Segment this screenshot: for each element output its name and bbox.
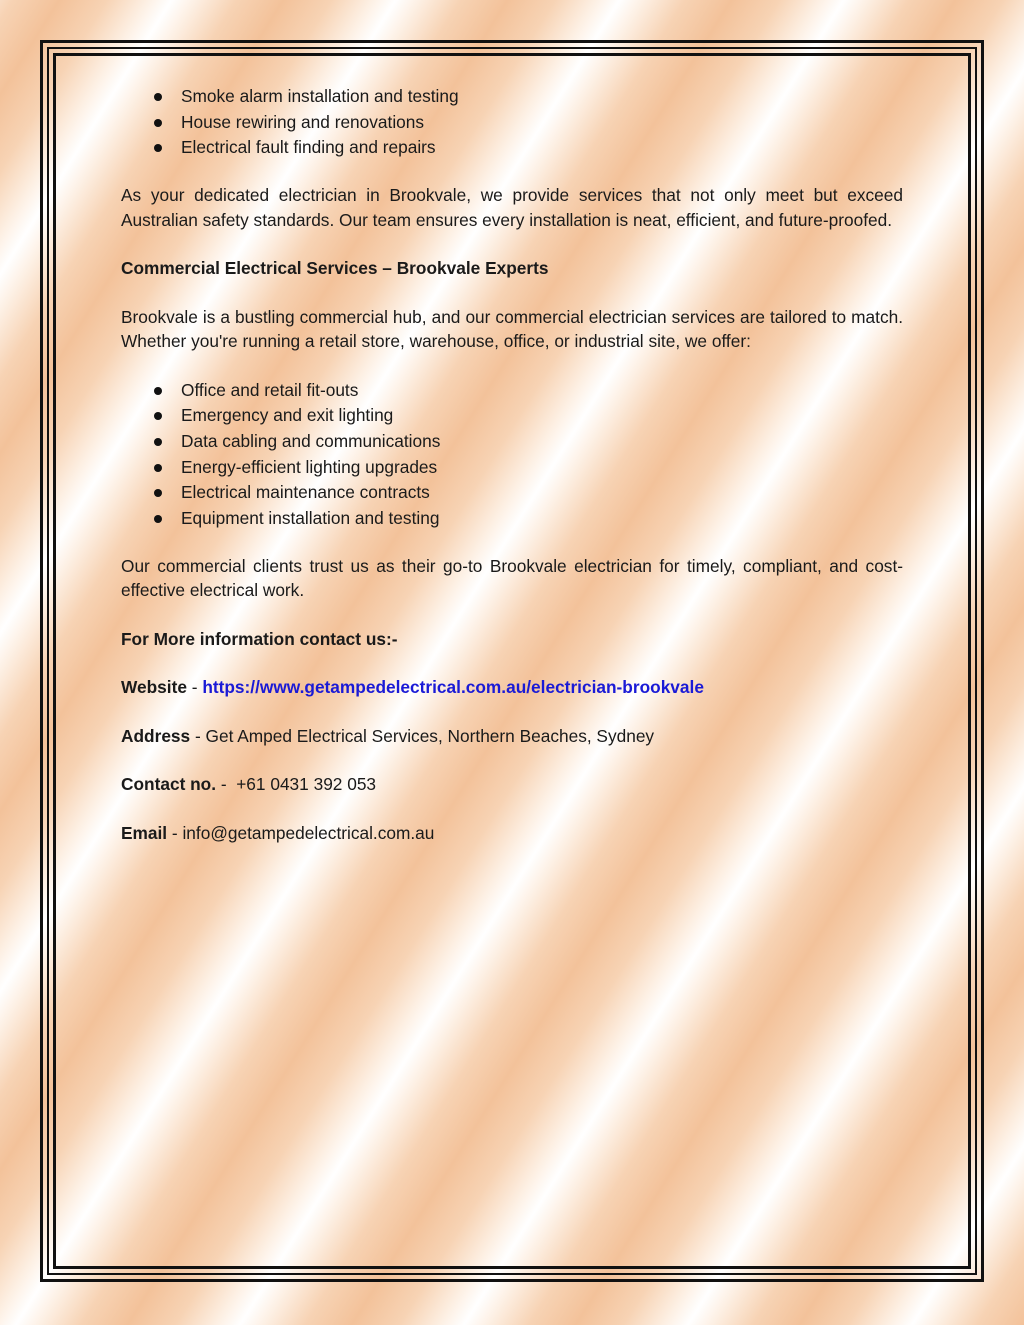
list-item: Office and retail fit-outs [121,378,903,404]
residential-services-list [121,84,903,161]
contact-heading: For More information contact us:- [121,628,398,649]
phone-value: +61 0431 392 053 [236,774,377,795]
bullet-icon [154,515,162,523]
website-label: Website [121,677,187,698]
bullet-icon [154,387,162,395]
list-item: Smoke alarm installation and testing [121,84,903,110]
bullet-icon [154,412,162,420]
commercial-services-list [121,378,903,532]
phone-label: Contact no. [121,774,217,795]
list-item: Data cabling and communications [121,429,903,455]
website-separator: - [186,677,203,698]
phone-separator: - [216,774,237,795]
list-item: Electrical fault finding and repairs [121,135,903,161]
section-heading-commercial: Commercial Electrical Services – Brookvale Experts [121,258,549,279]
address-separator: - [190,725,206,746]
email-value: info@getampedelectrical.com.au [182,822,435,843]
website-link[interactable]: https://www.getampedelectrical.com.au/electrician-brookvale [202,677,704,698]
list-item: House rewiring and renovations [121,110,903,136]
list-item: Equipment installation and testing [121,506,903,532]
email-line [121,821,903,846]
list-item: Emergency and exit lighting [121,403,903,429]
commercial-paragraph: Brookvale is a bustling commercial hub, and our commercial electrician services are tailored to match. Whether you're running a retail store, warehouse, office, or industrial site, we offer: [121,306,903,352]
intro-paragraph: As your dedicated electrician in Brookvale, we provide services that not only meet but exceed Australian safety standards. Our team ensures every installation is neat, efficient, and future-proofed. [121,185,903,230]
address-line [121,724,903,749]
bullet-icon [154,489,162,497]
document-content [121,84,903,845]
email-label: Email [121,822,168,843]
bullet-icon [154,93,162,101]
clients-paragraph: Our commercial clients trust us as their go-to Brookvale electrician for timely, compliant, and cost-effective electrical work. [121,555,903,601]
email-separator: - [167,822,183,843]
address-label: Address [121,725,191,746]
phone-line [121,772,903,797]
website-line [121,675,903,700]
list-item: Electrical maintenance contracts [121,480,903,506]
list-item: Energy-efficient lighting upgrades [121,455,903,481]
bullet-icon [154,119,162,127]
bullet-icon [154,438,162,446]
bullet-icon [154,144,162,152]
address-value: Get Amped Electrical Services, Northern Beaches, Sydney [205,725,655,746]
bullet-icon [154,464,162,472]
